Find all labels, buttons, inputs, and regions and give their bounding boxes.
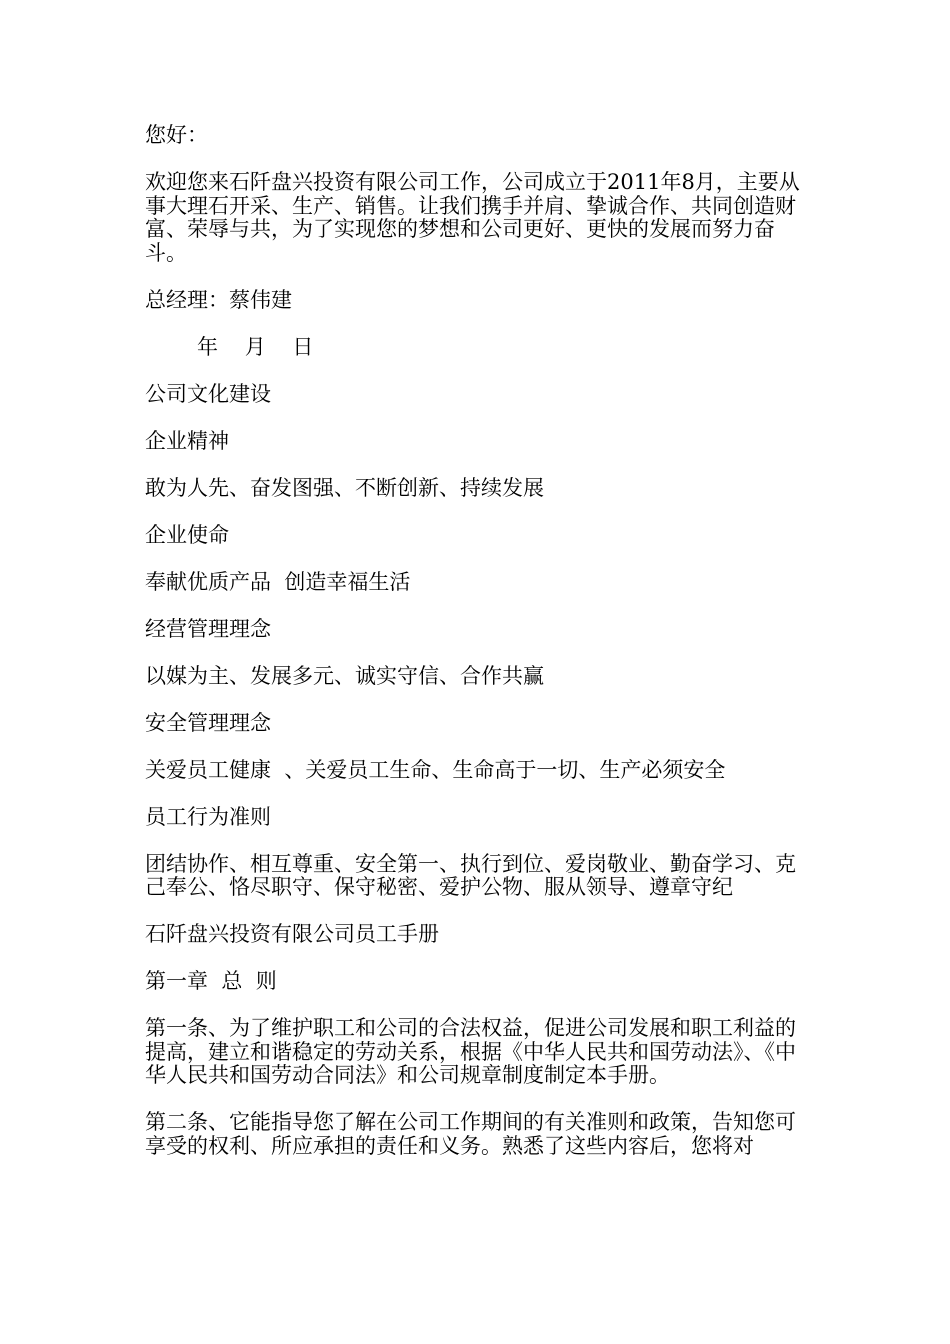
text-management: 以媒为主、发展多元、诚实守信、合作共赢 bbox=[145, 663, 544, 688]
article-1: 第一条、为了维护职工和公司的合法权益，促进公司发展和职工利益的提高，建立和谐稳定的劳动关系，根据《中华人民共和国劳动法》、《中华人民共和国劳动合同法》和公司规章制度制定本手册。 bbox=[145, 1016, 796, 1087]
heading-mission: 企业使命 bbox=[145, 522, 229, 547]
heading-conduct: 员工行为准则 bbox=[145, 804, 271, 829]
signature-line: 总经理：蔡伟建 bbox=[145, 287, 292, 312]
welcome-paragraph: 欢迎您来石阡盘兴投资有限公司工作，公司成立于2011年8月，主要从事大理石开采、生产、销售。让我们携手并肩、挚诚合作、共同创造财富、荣辱与共，为了实现您的梦想和公司更好、更快的发展而努力奋斗。 bbox=[145, 170, 800, 265]
greeting: 您好： bbox=[145, 123, 208, 147]
handbook-title: 石阡盘兴投资有限公司员工手册 bbox=[145, 922, 439, 946]
heading-management: 经营管理理念 bbox=[145, 616, 271, 641]
text-spirit: 敢为人先、奋发图强、不断创新、持续发展 bbox=[145, 475, 544, 500]
section-heading-culture: 公司文化建设 bbox=[145, 381, 271, 406]
date-line: 年 月 日 bbox=[197, 334, 314, 359]
heading-spirit: 企业精神 bbox=[145, 428, 229, 453]
article-2: 第二条、它能指导您了解在公司工作期间的有关准则和政策，告知您可享受的权利、所应承担的责任和义务。熟悉了这些内容后，您将对 bbox=[145, 1110, 796, 1158]
heading-safety: 安全管理理念 bbox=[145, 710, 271, 735]
chapter-heading: 第一章 总 则 bbox=[145, 969, 277, 993]
text-conduct: 团结协作、相互尊重、安全第一、执行到位、爱岗敬业、勤奋学习、克己奉公、恪尽职守、保守秘密、爱护公物、服从领导、遵章守纪 bbox=[145, 851, 796, 899]
text-safety: 关爱员工健康 、关爱员工生命、生命高于一切、生产必须安全 bbox=[145, 757, 726, 782]
document-body bbox=[145, 124, 810, 1182]
text-mission: 奉献优质产品 创造幸福生活 bbox=[145, 569, 411, 594]
